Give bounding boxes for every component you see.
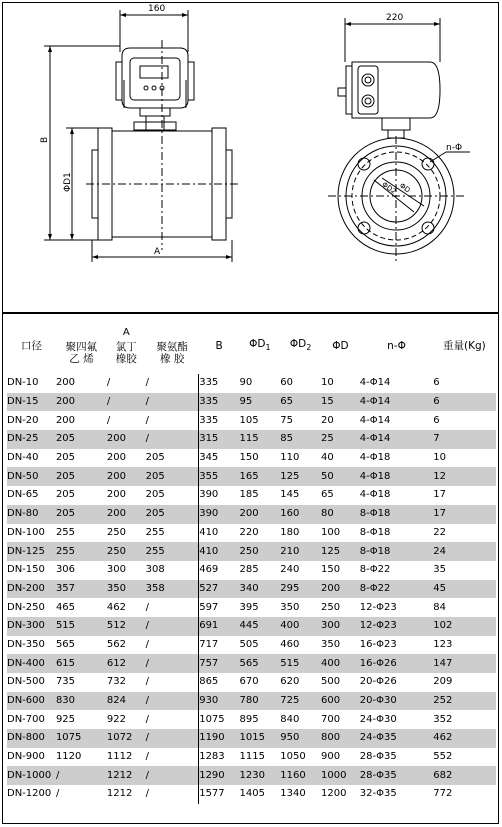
cell-b: 1075 xyxy=(199,710,240,729)
table-row xyxy=(7,654,496,673)
table-row xyxy=(7,505,496,524)
cell-d2: 65 xyxy=(280,393,321,412)
cell-d2: 1340 xyxy=(280,785,321,804)
cell-pu: / xyxy=(146,710,199,729)
table-row xyxy=(7,617,496,636)
label-b: B xyxy=(40,136,50,143)
table-row xyxy=(7,766,496,785)
cell-d2: 125 xyxy=(280,467,321,486)
cell-weight: 12 xyxy=(433,467,495,486)
cell-pu: / xyxy=(146,374,199,393)
cell-n-phi: 4-Φ14 xyxy=(360,411,433,430)
cell-b: 527 xyxy=(199,580,240,599)
cell-cr: / xyxy=(107,393,146,412)
cell-n-phi: 8-Φ22 xyxy=(360,580,433,599)
housing-cover-right xyxy=(188,62,194,100)
cell-dn: DN-1000 xyxy=(7,766,56,785)
table-row xyxy=(7,636,496,655)
cell-b: 390 xyxy=(199,505,240,524)
cell-dn: DN-20 xyxy=(7,411,56,430)
cell-cr: 300 xyxy=(107,561,146,580)
cell-ptfe: / xyxy=(56,766,107,785)
cell-d: 10 xyxy=(321,374,360,393)
cell-weight: 17 xyxy=(433,486,495,505)
cell-weight: 352 xyxy=(433,710,495,729)
cell-pu: / xyxy=(146,636,199,655)
cell-pu: / xyxy=(146,692,199,711)
table-row xyxy=(7,710,496,729)
cell-ptfe: 357 xyxy=(56,580,107,599)
cell-d1: 670 xyxy=(239,673,280,692)
cell-d2: 180 xyxy=(280,524,321,543)
table-row xyxy=(7,692,496,711)
table-header-row xyxy=(7,318,496,374)
cell-pu: / xyxy=(146,411,199,430)
table-row xyxy=(7,467,496,486)
cell-cr: 250 xyxy=(107,542,146,561)
table-row xyxy=(7,411,496,430)
cell-cr: 612 xyxy=(107,654,146,673)
cell-pu: 205 xyxy=(146,486,199,505)
cell-pu: / xyxy=(146,766,199,785)
cell-d2: 460 xyxy=(280,636,321,655)
cell-cr: 1072 xyxy=(107,729,146,748)
cell-d1: 150 xyxy=(239,449,280,468)
header-pu: 聚氨酯 橡 胶 xyxy=(156,341,188,365)
cell-d2: 1160 xyxy=(280,766,321,785)
cell-n-phi: 12-Φ23 xyxy=(360,617,433,636)
cell-d1: 1015 xyxy=(239,729,280,748)
cell-d2: 515 xyxy=(280,654,321,673)
neck xyxy=(146,116,164,130)
side-housing xyxy=(352,62,440,118)
cell-d1: 185 xyxy=(239,486,280,505)
table-row xyxy=(7,374,496,393)
cell-weight: 45 xyxy=(433,580,495,599)
cell-b: 390 xyxy=(199,486,240,505)
cell-d2: 400 xyxy=(280,617,321,636)
cell-d2: 840 xyxy=(280,710,321,729)
cell-cr: 350 xyxy=(107,580,146,599)
cell-pu: 205 xyxy=(146,505,199,524)
cell-d2: 950 xyxy=(280,729,321,748)
cell-d2: 350 xyxy=(280,598,321,617)
cell-dn: DN-250 xyxy=(7,598,56,617)
cell-dn: DN-700 xyxy=(7,710,56,729)
cell-b: 335 xyxy=(199,393,240,412)
cell-n-phi: 12-Φ23 xyxy=(360,598,433,617)
cell-d2: 60 xyxy=(280,374,321,393)
cell-cr: 250 xyxy=(107,524,146,543)
cell-weight: 123 xyxy=(433,636,495,655)
cell-cr: 200 xyxy=(107,486,146,505)
cell-b: 597 xyxy=(199,598,240,617)
cell-pu: / xyxy=(146,617,199,636)
cell-ptfe: / xyxy=(56,785,107,804)
cell-n-phi: 28-Φ35 xyxy=(360,766,433,785)
cell-d: 400 xyxy=(321,654,360,673)
table-row xyxy=(7,580,496,599)
label-phi-d1: ΦD1 xyxy=(63,172,73,192)
cell-n-phi: 32-Φ35 xyxy=(360,785,433,804)
cell-weight: 24 xyxy=(433,542,495,561)
dim-text-160: 160 xyxy=(148,4,166,14)
cell-d1: 1230 xyxy=(239,766,280,785)
cell-cr: 200 xyxy=(107,430,146,449)
cell-n-phi: 8-Φ22 xyxy=(360,561,433,580)
cell-ptfe: 205 xyxy=(56,486,107,505)
cell-d1: 285 xyxy=(239,561,280,580)
cell-pu: / xyxy=(146,598,199,617)
cell-d: 15 xyxy=(321,393,360,412)
header-b: B xyxy=(215,340,223,352)
header-n-phi: n-Φ xyxy=(387,340,406,352)
cell-cr: / xyxy=(107,374,146,393)
cell-weight: 22 xyxy=(433,524,495,543)
cell-b: 355 xyxy=(199,467,240,486)
cell-n-phi: 8-Φ18 xyxy=(360,505,433,524)
cell-dn: DN-200 xyxy=(7,580,56,599)
cell-d2: 110 xyxy=(280,449,321,468)
cell-d: 700 xyxy=(321,710,360,729)
cell-ptfe: 615 xyxy=(56,654,107,673)
cell-dn: DN-600 xyxy=(7,692,56,711)
cell-cr: 512 xyxy=(107,617,146,636)
cell-b: 345 xyxy=(199,449,240,468)
cell-d: 300 xyxy=(321,617,360,636)
cell-ptfe: 205 xyxy=(56,449,107,468)
cell-n-phi: 4-Φ14 xyxy=(360,430,433,449)
header-cr: A 氯丁 橡胶 xyxy=(115,327,137,365)
cell-ptfe: 465 xyxy=(56,598,107,617)
cell-d: 250 xyxy=(321,598,360,617)
cell-d1: 200 xyxy=(239,505,280,524)
cell-d: 80 xyxy=(321,505,360,524)
cell-pu: 205 xyxy=(146,449,199,468)
cell-d: 500 xyxy=(321,673,360,692)
cell-cr: 562 xyxy=(107,636,146,655)
cell-n-phi: 8-Φ18 xyxy=(360,524,433,543)
cell-b: 865 xyxy=(199,673,240,692)
table-row xyxy=(7,542,496,561)
cell-dn: DN-125 xyxy=(7,542,56,561)
cell-ptfe: 925 xyxy=(56,710,107,729)
cell-d1: 95 xyxy=(239,393,280,412)
cell-ptfe: 255 xyxy=(56,542,107,561)
cell-n-phi: 28-Φ35 xyxy=(360,748,433,767)
cell-cr: 200 xyxy=(107,505,146,524)
cell-pu: / xyxy=(146,729,199,748)
cell-d1: 105 xyxy=(239,411,280,430)
cell-n-phi: 16-Φ26 xyxy=(360,654,433,673)
cell-weight: 7 xyxy=(433,430,495,449)
cell-dn: DN-150 xyxy=(7,561,56,580)
cell-d: 1000 xyxy=(321,766,360,785)
cell-d2: 725 xyxy=(280,692,321,711)
label-n-phi: n-Φ xyxy=(446,143,463,153)
cell-weight: 102 xyxy=(433,617,495,636)
cell-cr: 462 xyxy=(107,598,146,617)
cell-pu: 358 xyxy=(146,580,199,599)
cell-pu: 205 xyxy=(146,467,199,486)
cell-pu: / xyxy=(146,654,199,673)
cable-gland xyxy=(338,88,346,96)
cell-ptfe: 205 xyxy=(56,430,107,449)
cell-ptfe: 200 xyxy=(56,374,107,393)
cell-d2: 210 xyxy=(280,542,321,561)
table-row xyxy=(7,729,496,748)
cell-ptfe: 515 xyxy=(56,617,107,636)
table-row xyxy=(7,524,496,543)
cell-d1: 250 xyxy=(239,542,280,561)
cell-weight: 10 xyxy=(433,449,495,468)
cell-ptfe: 735 xyxy=(56,673,107,692)
cell-ptfe: 1075 xyxy=(56,729,107,748)
cell-d2: 1050 xyxy=(280,748,321,767)
cell-ptfe: 306 xyxy=(56,561,107,580)
cell-n-phi: 8-Φ18 xyxy=(360,542,433,561)
cell-b: 315 xyxy=(199,430,240,449)
cell-d: 200 xyxy=(321,580,360,599)
cell-d: 20 xyxy=(321,411,360,430)
cell-n-phi: 24-Φ30 xyxy=(360,710,433,729)
cell-pu: / xyxy=(146,673,199,692)
cell-d1: 895 xyxy=(239,710,280,729)
header-ptfe: 聚四氟 乙 烯 xyxy=(65,341,98,365)
cell-n-phi: 16-Φ23 xyxy=(360,636,433,655)
cell-d: 350 xyxy=(321,636,360,655)
cell-dn: DN-40 xyxy=(7,449,56,468)
cell-b: 410 xyxy=(199,542,240,561)
cell-dn: DN-800 xyxy=(7,729,56,748)
cell-d2: 160 xyxy=(280,505,321,524)
cell-d1: 780 xyxy=(239,692,280,711)
cell-n-phi: 4-Φ14 xyxy=(360,374,433,393)
table-row xyxy=(7,748,496,767)
cell-b: 1290 xyxy=(199,766,240,785)
cell-b: 717 xyxy=(199,636,240,655)
table-row xyxy=(7,598,496,617)
cell-d: 100 xyxy=(321,524,360,543)
table-row xyxy=(7,486,496,505)
cell-weight: 772 xyxy=(433,785,495,804)
display-window xyxy=(130,58,180,100)
cell-dn: DN-1200 xyxy=(7,785,56,804)
cell-d2: 620 xyxy=(280,673,321,692)
cell-d1: 395 xyxy=(239,598,280,617)
table-row xyxy=(7,393,496,412)
cell-d1: 90 xyxy=(239,374,280,393)
cell-b: 691 xyxy=(199,617,240,636)
cell-weight: 84 xyxy=(433,598,495,617)
cell-d2: 85 xyxy=(280,430,321,449)
cell-n-phi: 24-Φ35 xyxy=(360,729,433,748)
cell-pu: 255 xyxy=(146,524,199,543)
cell-b: 335 xyxy=(199,374,240,393)
cell-pu: 308 xyxy=(146,561,199,580)
cell-d: 900 xyxy=(321,748,360,767)
label-a: A xyxy=(154,247,161,257)
header-weight: 重量(Kg) xyxy=(442,340,486,352)
spec-table xyxy=(7,318,496,804)
cell-cr: 1212 xyxy=(107,766,146,785)
housing-cover-left xyxy=(116,62,122,100)
cell-d2: 295 xyxy=(280,580,321,599)
cell-d: 125 xyxy=(321,542,360,561)
cell-dn: DN-15 xyxy=(7,393,56,412)
cell-pu: / xyxy=(146,785,199,804)
section-divider xyxy=(2,312,499,314)
cell-pu: 255 xyxy=(146,542,199,561)
cell-weight: 552 xyxy=(433,748,495,767)
label-phi-d: ΦD xyxy=(397,181,412,195)
cell-cr: 200 xyxy=(107,467,146,486)
cell-dn: DN-350 xyxy=(7,636,56,655)
dim-text-220: 220 xyxy=(386,13,404,23)
cell-cr: 732 xyxy=(107,673,146,692)
cell-b: 1577 xyxy=(199,785,240,804)
cell-pu: / xyxy=(146,393,199,412)
neck-top xyxy=(140,108,170,116)
cell-d1: 505 xyxy=(239,636,280,655)
cell-d2: 240 xyxy=(280,561,321,580)
cell-b: 469 xyxy=(199,561,240,580)
cell-weight: 462 xyxy=(433,729,495,748)
table-row xyxy=(7,785,496,804)
cell-dn: DN-50 xyxy=(7,467,56,486)
header-dn: 口径 xyxy=(20,340,42,352)
cell-cr: 200 xyxy=(107,449,146,468)
cell-cr: / xyxy=(107,411,146,430)
cell-weight: 252 xyxy=(433,692,495,711)
cell-ptfe: 255 xyxy=(56,524,107,543)
cell-ptfe: 1120 xyxy=(56,748,107,767)
cell-cr: 922 xyxy=(107,710,146,729)
table-row xyxy=(7,673,496,692)
cell-dn: DN-400 xyxy=(7,654,56,673)
cell-ptfe: 205 xyxy=(56,505,107,524)
cell-dn: DN-500 xyxy=(7,673,56,692)
cell-ptfe: 830 xyxy=(56,692,107,711)
cell-ptfe: 205 xyxy=(56,467,107,486)
cell-d2: 145 xyxy=(280,486,321,505)
cell-weight: 6 xyxy=(433,393,495,412)
cell-dn: DN-25 xyxy=(7,430,56,449)
cell-d1: 165 xyxy=(239,467,280,486)
table-body xyxy=(7,374,496,804)
cell-d: 65 xyxy=(321,486,360,505)
cell-dn: DN-65 xyxy=(7,486,56,505)
leader-n-phi xyxy=(430,152,446,162)
cell-n-phi: 4-Φ18 xyxy=(360,449,433,468)
cell-cr: 824 xyxy=(107,692,146,711)
table-row xyxy=(7,561,496,580)
cell-d1: 1115 xyxy=(239,748,280,767)
cell-d1: 340 xyxy=(239,580,280,599)
cell-dn: DN-300 xyxy=(7,617,56,636)
cell-d: 25 xyxy=(321,430,360,449)
cell-d: 1200 xyxy=(321,785,360,804)
table-row xyxy=(7,430,496,449)
cell-n-phi: 20-Φ26 xyxy=(360,673,433,692)
cell-d: 40 xyxy=(321,449,360,468)
cell-ptfe: 200 xyxy=(56,393,107,412)
cell-weight: 6 xyxy=(433,411,495,430)
cell-dn: DN-80 xyxy=(7,505,56,524)
cell-b: 410 xyxy=(199,524,240,543)
cell-n-phi: 4-Φ18 xyxy=(360,467,433,486)
cell-b: 335 xyxy=(199,411,240,430)
cell-weight: 17 xyxy=(433,505,495,524)
cell-d1: 115 xyxy=(239,430,280,449)
cell-b: 1283 xyxy=(199,748,240,767)
cell-weight: 209 xyxy=(433,673,495,692)
cell-weight: 682 xyxy=(433,766,495,785)
cell-cr: 1212 xyxy=(107,785,146,804)
cell-b: 757 xyxy=(199,654,240,673)
cell-d1: 1405 xyxy=(239,785,280,804)
cell-dn: DN-900 xyxy=(7,748,56,767)
cell-dn: DN-10 xyxy=(7,374,56,393)
cell-cr: 1112 xyxy=(107,748,146,767)
cell-ptfe: 200 xyxy=(56,411,107,430)
cell-d: 800 xyxy=(321,729,360,748)
cell-d2: 75 xyxy=(280,411,321,430)
cell-d: 150 xyxy=(321,561,360,580)
cell-d1: 220 xyxy=(239,524,280,543)
cell-dn: DN-100 xyxy=(7,524,56,543)
display-lcd xyxy=(140,66,168,78)
cell-d1: 565 xyxy=(239,654,280,673)
cell-n-phi: 20-Φ30 xyxy=(360,692,433,711)
cell-d1: 445 xyxy=(239,617,280,636)
cell-n-phi: 4-Φ14 xyxy=(360,393,433,412)
cell-weight: 35 xyxy=(433,561,495,580)
cell-d: 600 xyxy=(321,692,360,711)
cell-b: 1190 xyxy=(199,729,240,748)
flowmeter-drawing xyxy=(0,0,502,312)
cell-b: 930 xyxy=(199,692,240,711)
label-phi-d2: ΦD2 xyxy=(380,180,398,196)
header-d2: $\Phi D_2$ xyxy=(289,337,312,353)
cell-pu: / xyxy=(146,430,199,449)
cell-ptfe: 565 xyxy=(56,636,107,655)
neck-collar xyxy=(134,122,176,130)
header-d: ΦD xyxy=(332,340,349,352)
cell-d: 50 xyxy=(321,467,360,486)
cell-pu: / xyxy=(146,748,199,767)
cell-weight: 6 xyxy=(433,374,495,393)
cell-n-phi: 4-Φ18 xyxy=(360,486,433,505)
header-d1: $\Phi D_1$ xyxy=(249,337,271,353)
cell-weight: 147 xyxy=(433,654,495,673)
table-row xyxy=(7,449,496,468)
